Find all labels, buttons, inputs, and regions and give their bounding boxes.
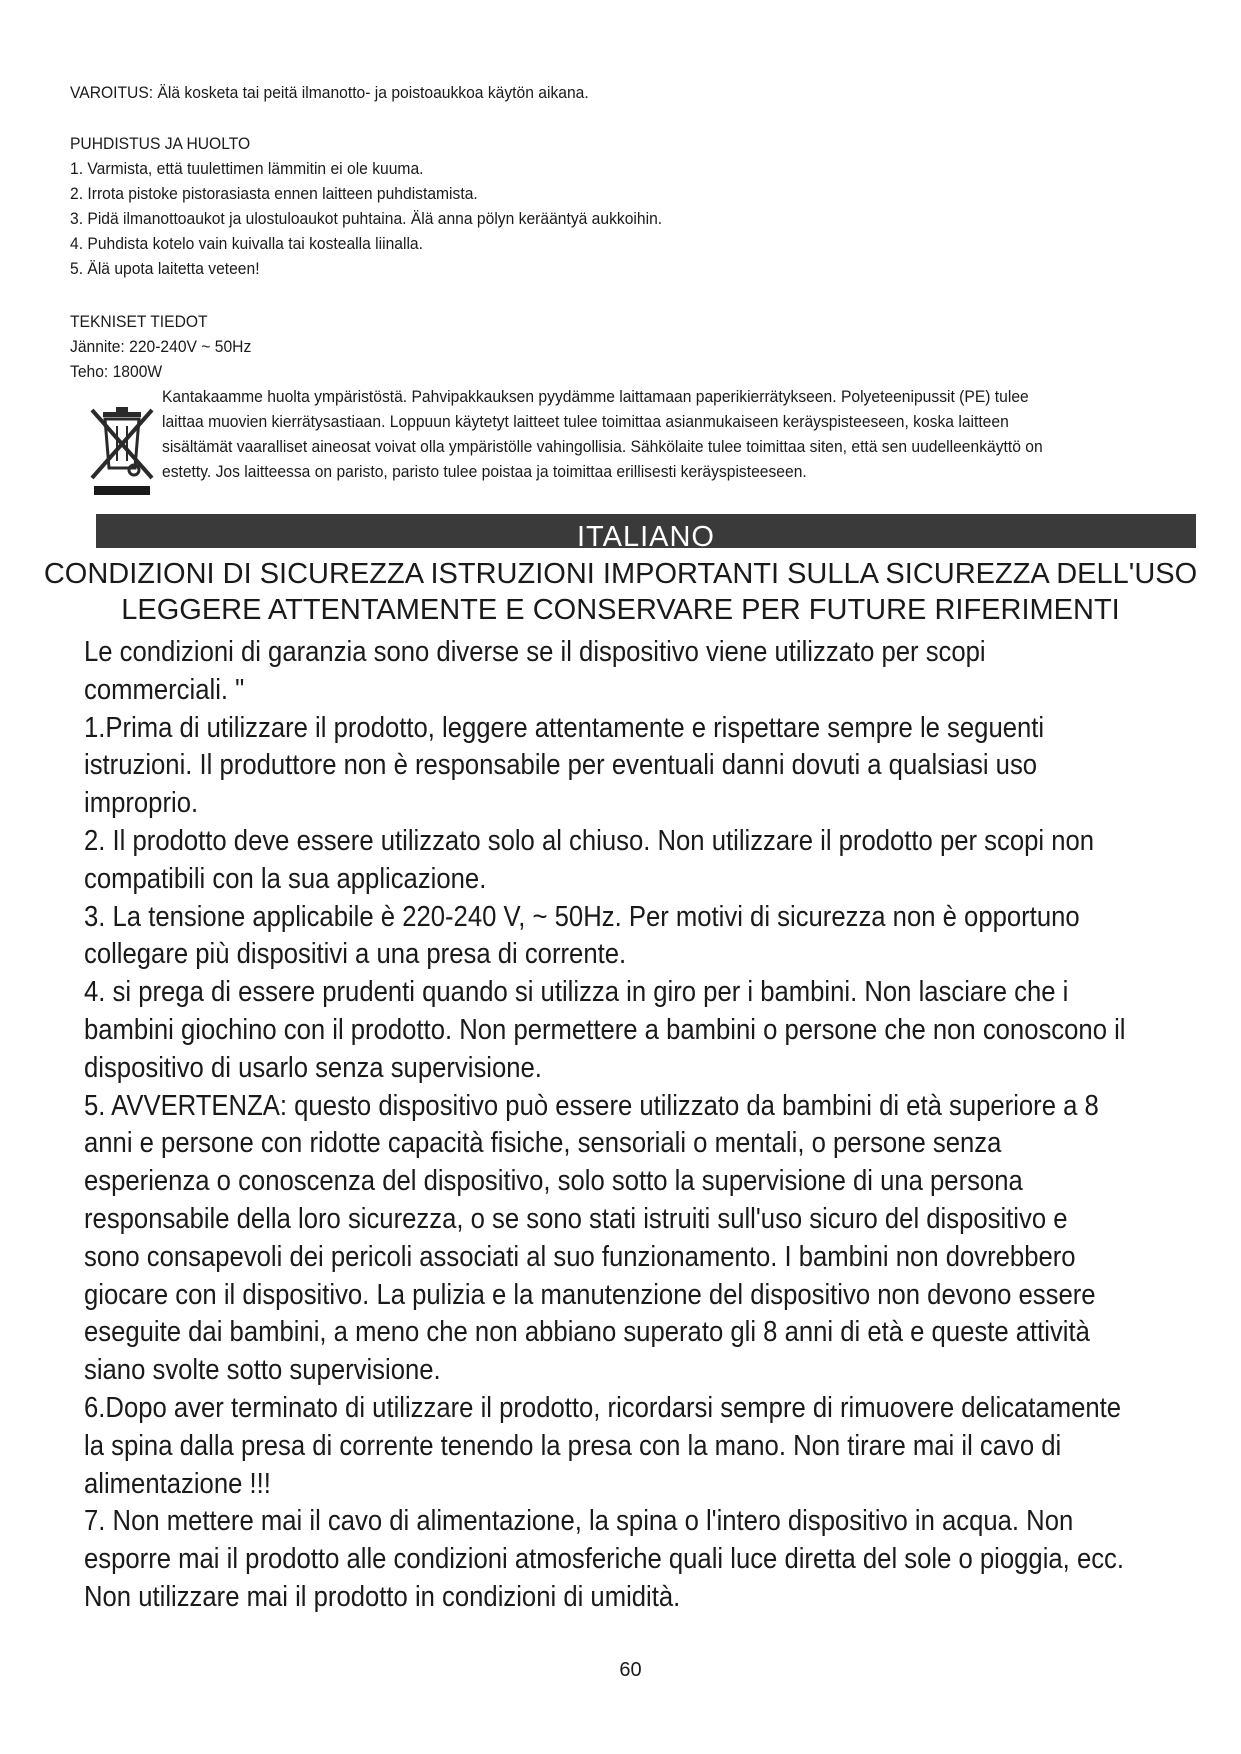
cleaning-item: 3. Pidä ilmanottoaukot ja ulostuloaukot puhtaina. Älä anna pölyn kerääntyä aukkoihin. xyxy=(70,209,663,228)
safety-subheading: LEGGERE ATTENTAMENTE E CONSERVARE PER FUTURE RIFERIMENTI xyxy=(121,594,1120,626)
cleaning-title: PUHDISTUS JA HUOLTO xyxy=(70,134,251,153)
instruction-line: 6.Dopo aver terminato di utilizzare il prodotto, ricordarsi sempre di rimuovere delicatamente xyxy=(84,1391,1122,1424)
instruction-line: 3. La tensione applicabile è 220-240 V, ~ 50Hz. Per motivi di sicurezza non è opportuno xyxy=(84,900,1080,933)
instruction-line: eseguite dai bambini, a meno che non abbiano superato gli 8 anni di età e queste attività xyxy=(84,1316,1090,1349)
safety-heading: CONDIZIONI DI SICUREZZA ISTRUZIONI IMPORTANTI SULLA SICUREZZA DELL'USO xyxy=(43,558,1198,590)
environment-text xyxy=(162,384,1241,484)
specs-power: Teho: 1800W xyxy=(70,362,163,381)
finnish-cleaning-section xyxy=(70,131,1110,281)
instruction-line: 7. Non mettere mai il cavo di alimentazione, la spina o l'intero dispositivo in acqua. Non xyxy=(84,1505,1074,1538)
environment-notice xyxy=(88,384,1208,514)
instruction-line: esperienza o conoscenza del dispositivo, solo sotto la supervisione di una persona xyxy=(84,1165,1023,1198)
instruction-line: collegare più dispositivi a una presa di corrente. xyxy=(84,938,627,971)
instruction-line: dispositivo di usarlo senza supervisione. xyxy=(84,1051,542,1084)
environment-line: sisältämät vaaralliset aineosat voivat olla ympäristölle vahingollisia. Sähkölaite tulee toimittaa siten, että sen uudelleenkäyttö on xyxy=(162,437,1043,456)
instruction-line: siano svolte sotto supervisione. xyxy=(84,1354,441,1387)
instruction-line: la spina dalla presa di corrente tenendo la presa con la mano. Non tirare mai il cavo di xyxy=(84,1429,1062,1462)
instruction-line: commerciali. " xyxy=(84,673,245,706)
instruction-line: sono consapevoli dei pericoli associati al suo funzionamento. I bambini non dovrebbero xyxy=(84,1240,1076,1273)
cleaning-item: 4. Puhdista kotelo vain kuivalla tai kostealla liinalla. xyxy=(70,234,423,253)
cleaning-item: 2. Irrota pistoke pistorasiasta ennen laitteen puhdistamista. xyxy=(70,184,478,203)
instruction-line: 5. AVVERTENZA: questo dispositivo può essere utilizzato da bambini di età superiore a 8 xyxy=(84,1089,1099,1122)
instruction-line: responsabile della loro sicurezza, o se sono stati istruiti sull'uso sicuro del dispositivo e xyxy=(84,1202,1068,1235)
instruction-line: istruzioni. Il produttore non è responsabile per eventuali danni dovuti a qualsiasi uso xyxy=(84,749,1038,782)
specs-voltage: Jännite: 220-240V ~ 50Hz xyxy=(70,337,252,356)
instruction-line: improprio. xyxy=(84,787,199,820)
instruction-line: 4. si prega di essere prudenti quando si utilizza in giro per i bambini. Non lasciare che i xyxy=(84,976,1069,1009)
language-section-bar: ITALIANO xyxy=(96,514,1196,548)
instruction-line: alimentazione !!! xyxy=(84,1467,271,1500)
specs-title: TEKNISET TIEDOT xyxy=(70,312,208,331)
cleaning-item: 5. Älä upota laitetta veteen! xyxy=(70,259,260,278)
instruction-line: anni e persone con ridotte capacità fisiche, sensoriali o mentali, o persone senza xyxy=(84,1127,1002,1160)
warning-text: VAROITUS: Älä kosketa tai peitä ilmanotto- ja poistoaukkoa käytön aikana. xyxy=(70,83,589,102)
crossed-out-wheelie-bin-icon xyxy=(88,406,156,496)
environment-line: laittaa muovien kierrätysastiaan. Loppuun käytetyt laitteet tulee toimittaa asianmukaiseen keräyspisteeseen, koska laitteen xyxy=(162,412,1009,431)
instruction-line: Non utilizzare mai il prodotto in condizioni di umidità. xyxy=(84,1580,681,1613)
instruction-line: compatibili con la sua applicazione. xyxy=(84,862,487,895)
instruction-line: 1.Prima di utilizzare il prodotto, leggere attentamente e rispettare sempre le seguenti xyxy=(84,711,1045,744)
finnish-specs-section xyxy=(70,309,1110,384)
instruction-line: esporre mai il prodotto alle condizioni atmosferiche quali luce diretta del sole o pioggia, ecc. xyxy=(84,1543,1125,1576)
cleaning-item: 1. Varmista, että tuulettimen lämmitin ei ole kuuma. xyxy=(70,159,424,178)
instruction-line: bambini giochino con il prodotto. Non permettere a bambini o persone che non conoscono il xyxy=(84,1013,1126,1046)
instruction-line: 2. Il prodotto deve essere utilizzato solo al chiuso. Non utilizzare il prodotto per scopi non xyxy=(84,824,1095,857)
page-number: 60 xyxy=(619,1659,642,1681)
environment-line: estetty. Jos laitteessa on paristo, paristo tulee poistaa ja toimittaa erillisesti keräyspisteeseen. xyxy=(162,462,807,481)
instruction-line: giocare con il dispositivo. La pulizia e la manutenzione del dispositivo non devono essere xyxy=(84,1278,1096,1311)
instruction-line: Le condizioni di garanzia sono diverse se il dispositivo viene utilizzato per scopi xyxy=(84,636,986,668)
environment-line: Kantakaamme huolta ympäristöstä. Pahvipakkauksen pyydämme laittamaan paperikierrätykseen. Polyeteenipussit (PE) tulee xyxy=(162,387,1029,406)
italian-instructions xyxy=(84,634,1146,1617)
finnish-warning xyxy=(70,80,1110,105)
